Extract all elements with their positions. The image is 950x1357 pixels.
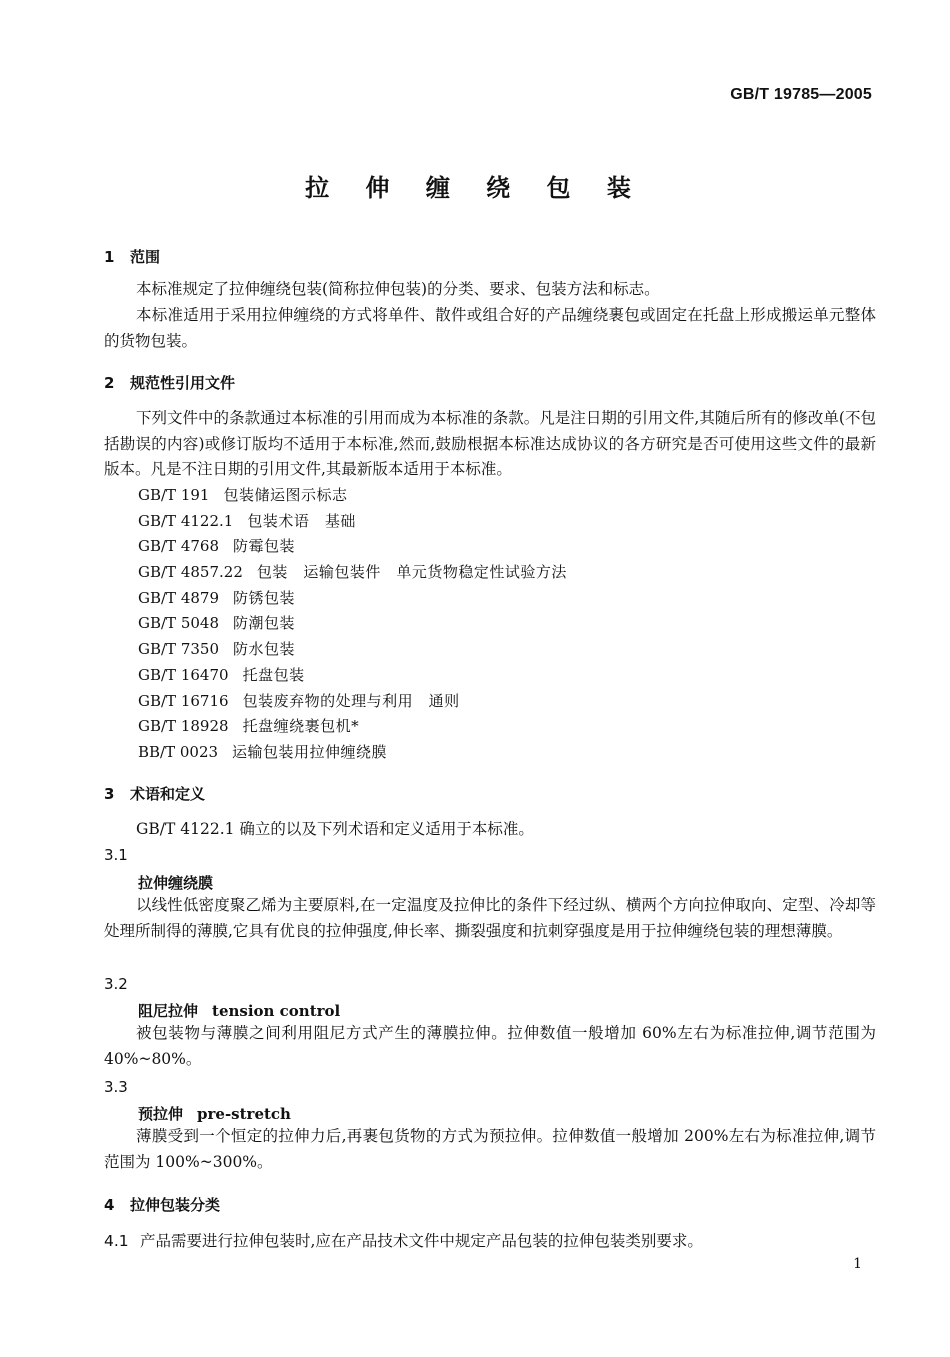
section-title: 规范性引用文件	[130, 374, 236, 392]
term-number: 3.3	[104, 1078, 128, 1096]
reference-title: 包装 运输包装件 单元货物稳定性试验方法	[256, 563, 567, 582]
term-definition: 以线性低密度聚乙烯为主要原料,在一定温度及拉伸比的条件下经过纵、横两个方向拉伸取向、定型、冷却等处理所制得的薄膜,它具有优良的拉伸强度,伸长率、撕裂强度和抗刺穿强度是用于拉伸缠绕包装的理想薄膜。	[104, 896, 876, 940]
reference-code: GB/T 4768	[138, 537, 220, 556]
reference-code: GB/T 18928	[138, 717, 229, 736]
normative-references-list	[138, 484, 567, 767]
term-definition: 薄膜受到一个恒定的拉伸力后,再裹包货物的方式为预拉伸。拉伸数值一般增加 200%左右为标准拉伸,调节范围为 100%~300%。	[104, 1127, 876, 1171]
term-name: 阻尼拉伸	[138, 1002, 199, 1020]
term-heading	[138, 1103, 291, 1124]
section-3-intro: GB/T 4122.1 确立的以及下列术语和定义适用于本标准。	[136, 820, 534, 838]
reference-code: GB/T 4857.22	[138, 563, 243, 582]
term-name: 预拉伸	[138, 1105, 184, 1123]
section-number: 4	[104, 1196, 115, 1214]
clause-number: 4.1	[104, 1232, 129, 1250]
term-number: 3.1	[104, 846, 128, 864]
term-heading	[138, 1000, 340, 1021]
section-1-heading	[104, 246, 160, 267]
standard-code: GB/T 19785—2005	[730, 86, 872, 103]
reference-title: 运输包装用拉伸缠绕膜	[232, 742, 388, 761]
term-english: tension control	[212, 1002, 341, 1020]
reference-title: 防霉包装	[233, 537, 296, 556]
reference-code: BB/T 0023	[138, 742, 219, 761]
reference-item	[138, 587, 567, 613]
reference-code: GB/T 191	[138, 486, 210, 504]
section-1-paragraph-2: 本标准适用于采用拉伸缠绕的方式将单件、散件或组合好的产品缠绕裹包或固定在托盘上形成搬运单元整体的货物包装。	[104, 306, 876, 350]
reference-item	[138, 638, 567, 664]
section-title: 术语和定义	[130, 785, 206, 803]
section-number: 2	[104, 374, 115, 392]
reference-title: 防锈包装	[233, 588, 296, 607]
page-number: 1	[853, 1256, 862, 1272]
term-english: pre-stretch	[197, 1105, 291, 1123]
reference-title: 包装术语 基础	[247, 511, 356, 530]
reference-title: 包装废弃物的处理与利用 通则	[242, 691, 460, 710]
section-2-heading	[104, 372, 235, 393]
reference-code: GB/T 16716	[138, 691, 229, 710]
section-number: 3	[104, 785, 115, 803]
reference-title: 托盘缠绕裹包机*	[242, 717, 360, 736]
reference-item	[138, 510, 567, 536]
reference-title: 防水包装	[233, 640, 296, 659]
reference-item	[138, 535, 567, 561]
section-2-intro: 下列文件中的条款通过本标准的引用而成为本标准的条款。凡是注日期的引用文件,其随后所有的修改单(不包括勘误的内容)或修订版均不适用于本标准,然而,鼓励根据本标准达成协议的各方研究是否可使用这些文件的最新版本。凡是不注日期的引用文件,其最新版本适用于本标准。	[104, 409, 876, 478]
reference-item	[138, 690, 567, 716]
reference-title: 托盘包装	[242, 665, 305, 684]
reference-item	[138, 612, 567, 638]
section-1-paragraph-1: 本标准规定了拉伸缠绕包装(简称拉伸包装)的分类、要求、包装方法和标志。	[136, 280, 660, 298]
reference-item	[138, 715, 567, 741]
document-title: 拉 伸 缠 绕 包 装	[305, 174, 645, 202]
section-title: 范围	[130, 248, 161, 266]
term-number: 3.2	[104, 975, 128, 993]
reference-code: GB/T 5048	[138, 614, 220, 633]
section-number: 1	[104, 248, 115, 266]
clause-text: 产品需要进行拉伸包装时,应在产品技术文件中规定产品包装的拉伸包装类别要求。	[140, 1232, 703, 1250]
reference-code: GB/T 16470	[138, 665, 229, 684]
reference-title: 防潮包装	[233, 614, 296, 633]
reference-code: GB/T 7350	[138, 640, 220, 659]
reference-item	[138, 741, 567, 767]
reference-title: 包装储运图示标志	[223, 486, 348, 504]
term-definition: 被包装物与薄膜之间利用阻尼方式产生的薄膜拉伸。拉伸数值一般增加 60%左右为标准拉伸,调节范围为 40%~80%。	[104, 1024, 876, 1068]
reference-item	[138, 664, 567, 690]
reference-item	[138, 484, 567, 510]
term-heading	[138, 872, 213, 893]
term-name: 拉伸缠绕膜	[138, 874, 214, 892]
section-title: 拉伸包装分类	[130, 1196, 221, 1214]
reference-item	[138, 561, 567, 587]
section-4-heading	[104, 1194, 220, 1215]
reference-code: GB/T 4879	[138, 588, 220, 607]
section-3-heading	[104, 783, 205, 804]
reference-code: GB/T 4122.1	[138, 511, 234, 530]
clause-4-1	[104, 1229, 876, 1251]
